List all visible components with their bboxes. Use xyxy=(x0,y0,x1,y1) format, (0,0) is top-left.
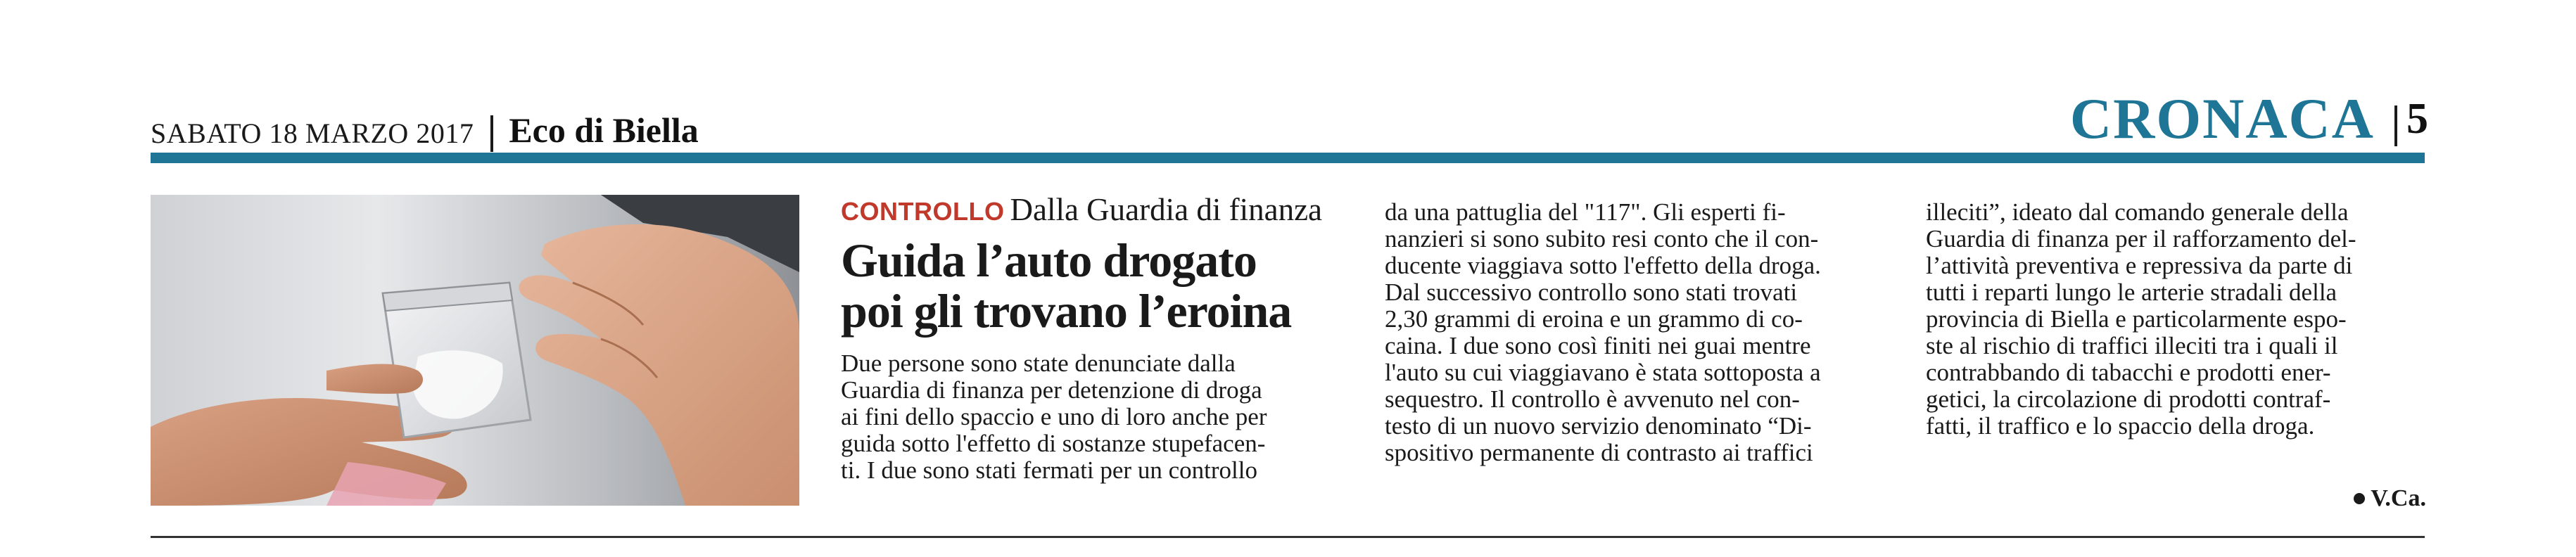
article-column-2 xyxy=(1385,199,1888,466)
text-line: provincia di Biella e particolarmente espo- xyxy=(1926,305,2347,333)
text-line: contrabbando di tabacchi e prodotti ener- xyxy=(1926,359,2331,386)
article-column-1 xyxy=(841,350,1347,484)
text-line: fatti, il traffico e lo spaccio della droga. xyxy=(1926,412,2315,440)
headline-line: poi gli trovano l’eroina xyxy=(841,284,1292,338)
article-photo xyxy=(151,195,799,506)
text-line: ai fini dello spaccio e uno di loro anche per xyxy=(841,403,1267,430)
text-line: ti. I due sono stati fermati per un controllo xyxy=(841,456,1257,484)
headline-line: Guida l’auto drogato xyxy=(841,233,1257,287)
page-number-divider xyxy=(2394,105,2397,146)
text-line: Dal successivo controllo sono stati trovati xyxy=(1385,278,1798,306)
masthead-divider xyxy=(490,115,493,152)
text-line: ste al rischio di traffici illeciti tra i quali il xyxy=(1926,332,2338,359)
text-line: tutti i reparti lungo le arterie stradali della xyxy=(1926,278,2337,306)
byline-text: V.Ca. xyxy=(2371,485,2426,511)
text-line: l’attività preventiva e repressiva da parte di xyxy=(1926,252,2353,279)
text-line: l'auto su cui viaggiavano è stata sottoposta a xyxy=(1385,359,1821,386)
text-line: nanzieri si sono subito resi conto che il con- xyxy=(1385,225,1819,252)
text-line: illeciti”, ideato dal comando generale della xyxy=(1926,198,2349,226)
text-line: Due persone sono state denunciate dalla xyxy=(841,350,1236,377)
text-line: guida sotto l'effetto di sostanze stupefacen- xyxy=(841,430,1266,457)
newspaper-name: Eco di Biella xyxy=(509,110,699,150)
text-line: getici, la circolazione di prodotti contraf- xyxy=(1926,385,2331,413)
kicker-label: CONTROLLO xyxy=(841,197,1005,226)
article-kicker xyxy=(841,191,1322,228)
text-line: 2,30 grammi di eroina e un grammo di co- xyxy=(1385,305,1803,333)
masthead xyxy=(151,105,699,148)
text-line: testo di un nuovo servizio denominato “Di- xyxy=(1385,412,1812,440)
kicker-text: Dalla Guardia di finanza xyxy=(1010,192,1323,227)
text-line: sequestro. Il controllo è avvenuto nel con- xyxy=(1385,385,1800,413)
text-line: da una pattuglia del "117". Gli esperti fi- xyxy=(1385,198,1786,226)
header-rule xyxy=(151,153,2425,163)
bullet-icon xyxy=(2354,493,2365,504)
page-number: 5 xyxy=(2406,95,2428,143)
text-line: caina. I due sono così finiti nei guai mentre xyxy=(1385,332,1811,359)
article-byline xyxy=(2343,485,2426,512)
article-headline xyxy=(841,235,1347,336)
text-line: Guardia di finanza per il rafforzamento del- xyxy=(1926,225,2356,252)
text-line: spositivo permanente di contrasto ai traffici xyxy=(1385,439,1813,466)
text-line: Guardia di finanza per detenzione di droga xyxy=(841,376,1262,404)
article-column-3 xyxy=(1926,199,2425,440)
section-title: CRONACA xyxy=(2069,87,2375,151)
footer-rule xyxy=(151,536,2425,538)
issue-date: SABATO 18 MARZO 2017 xyxy=(151,117,474,149)
text-line: ducente viaggiava sotto l'effetto della droga. xyxy=(1385,252,1821,279)
